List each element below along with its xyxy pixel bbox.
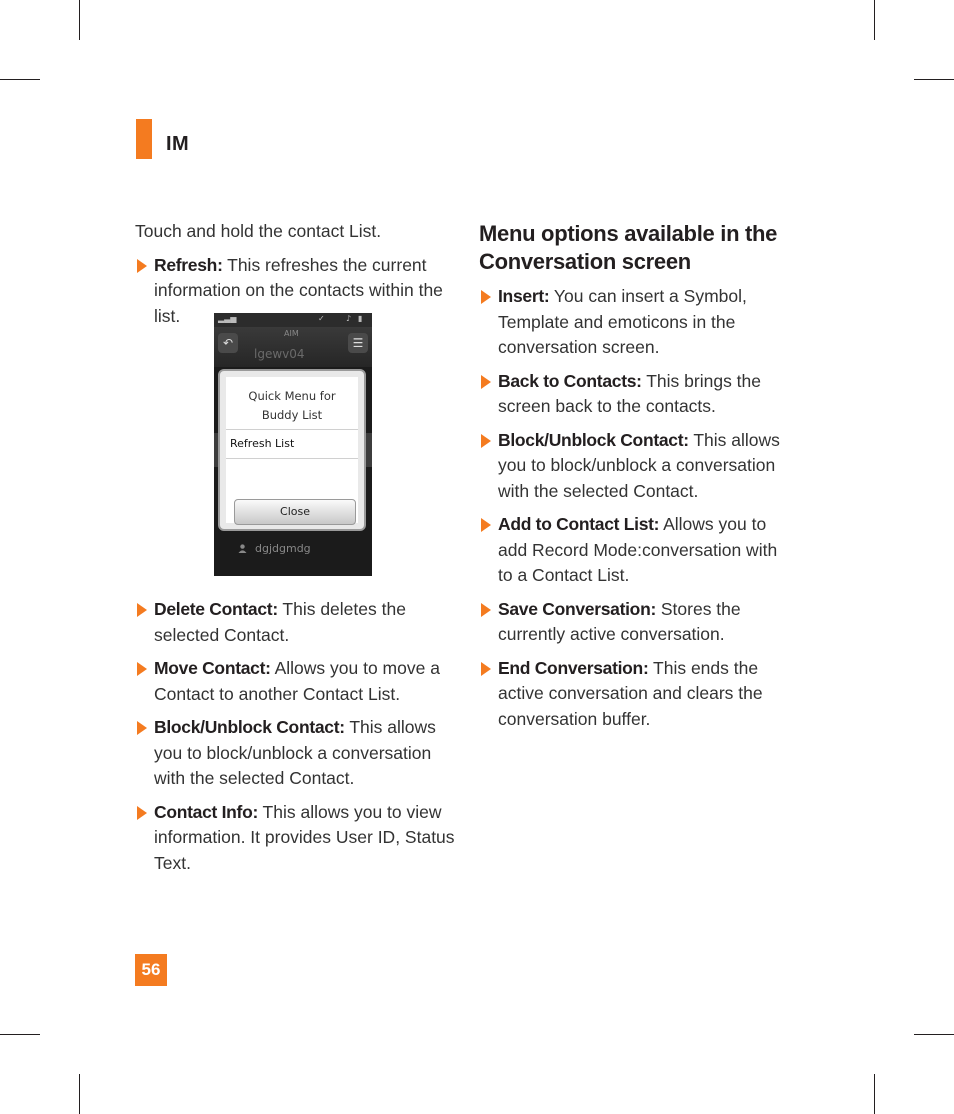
menu-icon[interactable]: ☰: [348, 333, 368, 353]
list-item-add-to-contact-list: [479, 512, 794, 589]
signal-icon: ▂▃▅: [218, 314, 237, 323]
intro-text: Touch and hold the contact List.: [135, 221, 382, 241]
bullet-arrow-icon: [481, 434, 491, 448]
crop-mark: [79, 1074, 80, 1114]
bullet-arrow-icon: [137, 721, 147, 735]
item-term: End Conversation:: [498, 657, 649, 678]
list-item-block-unblock-contact: [479, 428, 794, 505]
item-term: Refresh:: [154, 254, 223, 275]
crop-mark: [874, 1074, 875, 1114]
item-term: Delete Contact:: [154, 599, 278, 619]
item-desc: This refreshes the current information on the contacts within the list.: [154, 254, 443, 326]
contact-name[interactable]: dgjdgmdg: [255, 542, 311, 555]
crop-mark: [79, 0, 80, 40]
music-icon: ♪: [346, 314, 352, 323]
item-desc: This deletes the selected Contact.: [154, 599, 406, 645]
item-term: Insert:: [498, 286, 550, 306]
bullet-arrow-icon: [137, 662, 147, 676]
bullet-arrow-icon: [137, 806, 147, 820]
list-item-end-conversation: [479, 656, 794, 733]
item-desc: This allows you to view information. It provides User ID, Status Text.: [154, 801, 455, 873]
list-item-back-to-contacts: [479, 369, 794, 420]
username: lgewv04: [254, 347, 305, 361]
dialog-title-line-1: Quick Menu for: [248, 389, 336, 403]
refresh-list-option[interactable]: [226, 429, 358, 459]
bullet-arrow-icon: [481, 375, 491, 389]
item-desc: This allows you to block/unblock a conversation with the selected Contact.: [498, 429, 780, 501]
user-icon: [238, 544, 247, 553]
item-desc: You can insert a Symbol, Template and emoticons in the conversation screen.: [498, 286, 747, 357]
status-icon: ✓: [318, 314, 325, 323]
left-column-continued: [135, 589, 455, 876]
option-label: Refresh List: [230, 437, 295, 450]
section-title: IM: [166, 133, 190, 155]
item-desc: This allows you to block/unblock a conversation with the selected Contact.: [154, 717, 436, 788]
crop-mark: [874, 0, 875, 40]
dialog-body: [226, 377, 358, 523]
item-term: Contact Info:: [154, 801, 258, 822]
bullet-arrow-icon: [481, 662, 491, 676]
bullet-arrow-icon: [481, 290, 491, 304]
item-desc: This ends the active conversation and clears the conversation buffer.: [498, 657, 763, 729]
list-item-save-conversation: [479, 597, 794, 648]
right-column: [479, 220, 794, 732]
item-desc: Allows you to move a Contact to another Contact List.: [154, 658, 440, 704]
item-term: Back to Contacts:: [498, 370, 642, 391]
list-item-block-unblock-contact: [135, 715, 455, 792]
crop-mark: [914, 1034, 954, 1035]
list-item-move-contact: [135, 656, 455, 707]
back-icon[interactable]: ↶: [218, 333, 238, 353]
item-term: Move Contact:: [154, 658, 271, 678]
list-item-contact-info: [135, 800, 455, 877]
list-item-insert: [479, 284, 794, 361]
item-desc: This brings the screen back to the contacts.: [498, 370, 762, 416]
bullet-arrow-icon: [137, 603, 147, 617]
dialog-title-line-2: Buddy List: [261, 408, 323, 422]
item-term: Block/Unblock Contact:: [498, 429, 689, 450]
item-desc: Stores the currently active conversation.: [498, 598, 741, 644]
status-bar: [214, 313, 372, 327]
quick-menu-dialog: [218, 369, 366, 531]
item-term: Add to Contact List:: [498, 514, 660, 534]
app-label: AIM: [284, 329, 299, 338]
crop-mark: [0, 79, 40, 80]
crop-mark: [914, 79, 954, 80]
section-accent-bar: [136, 119, 152, 159]
bullet-arrow-icon: [137, 259, 147, 273]
list-item-delete-contact: [135, 597, 455, 648]
bullet-arrow-icon: [481, 518, 491, 532]
section-heading: Menu options available in the Conversation screen: [479, 221, 778, 274]
item-term: Save Conversation:: [498, 598, 656, 619]
battery-icon: ▮: [358, 314, 363, 323]
dialog-title: [226, 387, 358, 425]
crop-mark: [0, 1034, 40, 1035]
item-term: Block/Unblock Contact:: [154, 717, 345, 737]
bullet-arrow-icon: [481, 603, 491, 617]
phone-screenshot: [214, 313, 372, 576]
close-button[interactable]: Close: [234, 499, 356, 525]
page-number: 56: [135, 954, 167, 986]
item-desc: Allows you to add Record Mode:conversation with to a Contact List.: [498, 514, 778, 585]
